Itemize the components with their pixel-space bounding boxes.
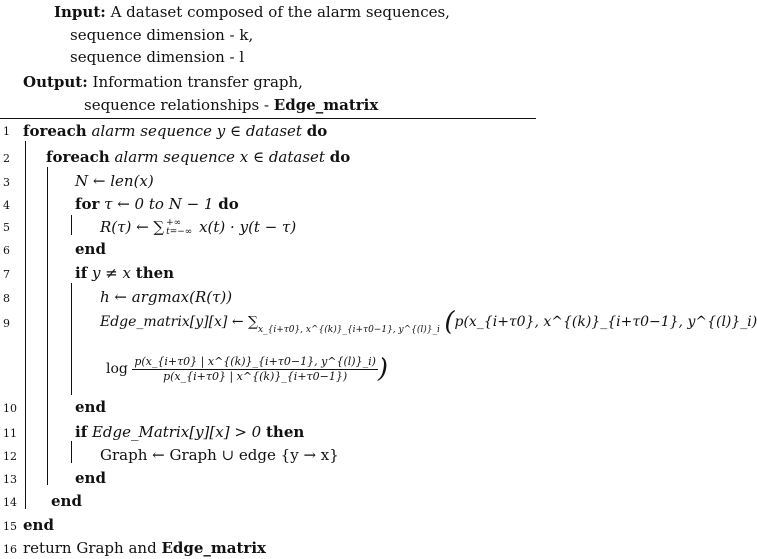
- close-paren: ): [377, 354, 389, 384]
- output-line-1: [23, 73, 303, 91]
- line-number: 6: [3, 244, 10, 257]
- return-edge-matrix: Edge_matrix: [161, 539, 266, 557]
- step-16: [23, 539, 266, 557]
- line-number: 14: [3, 496, 17, 509]
- line-number: 3: [3, 176, 10, 189]
- line-number: 4: [3, 199, 10, 212]
- keyword: do: [306, 122, 328, 140]
- output-text-1: Information transfer graph,: [92, 73, 303, 91]
- output-line-2: [84, 96, 378, 114]
- sum-limits: [166, 219, 192, 237]
- step-9: [100, 307, 757, 339]
- indent-bar-if2: [71, 441, 72, 463]
- line-number: 2: [3, 152, 10, 165]
- indent-bar-l1: [25, 141, 26, 509]
- sum-lower: t=−∞: [166, 227, 193, 237]
- step-2: [46, 148, 350, 166]
- input-line-1: [54, 3, 450, 21]
- input-line-2: sequence dimension - k,: [70, 26, 254, 44]
- step-text: alarm sequence x ∈ dataset: [114, 148, 325, 166]
- keyword: foreach: [46, 148, 110, 166]
- keyword: then: [135, 264, 175, 282]
- line-number: 13: [3, 473, 17, 486]
- step-6: end: [75, 240, 106, 258]
- line-number: 8: [3, 292, 10, 305]
- output-text-2: sequence relationships -: [84, 96, 274, 114]
- step-text: Edge_Matrix[y][x] > 0: [91, 423, 262, 441]
- step-11: [75, 423, 304, 441]
- formula-lhs: R(τ) ← ∑: [100, 218, 165, 236]
- formula-lhs: Edge_matrix[y][x] ← ∑: [100, 314, 259, 330]
- line-number: 10: [3, 402, 17, 415]
- fraction: [132, 355, 378, 384]
- step-14: end: [51, 492, 82, 510]
- step-4: [75, 195, 239, 213]
- line-number: 9: [3, 317, 10, 330]
- line-number: 15: [3, 520, 17, 533]
- step-12: Graph ← Graph ∪ edge {y → x}: [100, 446, 339, 464]
- input-label: Input:: [54, 3, 106, 21]
- step-text: τ ← 0 to N − 1: [104, 195, 214, 213]
- sum-upper: +∞: [166, 218, 182, 228]
- output-label: Output:: [23, 73, 88, 91]
- step-text: y ≠ x: [91, 264, 131, 282]
- keyword: do: [218, 195, 239, 213]
- step-13: end: [75, 469, 106, 487]
- output-edge-matrix: Edge_matrix: [273, 96, 379, 114]
- line-number: 7: [3, 268, 10, 281]
- fraction-numerator: p(x_{i+τ0} | x^{(k)}_{i+τ0−1}, y^{(l)}_i): [134, 354, 376, 368]
- indent-bar-if1: [71, 283, 72, 395]
- line-number: 12: [3, 450, 17, 463]
- open-paren: (: [444, 307, 455, 337]
- line-number: 16: [3, 543, 17, 556]
- line-number: 5: [3, 221, 10, 234]
- step-1: [23, 122, 327, 140]
- keyword: then: [266, 423, 305, 441]
- step-10: end: [75, 398, 106, 416]
- indent-bar-l2: [47, 167, 48, 485]
- keyword: if: [75, 264, 88, 282]
- keyword: if: [75, 423, 88, 441]
- keyword: for: [75, 195, 100, 213]
- step-15: end: [23, 516, 54, 534]
- step-text: alarm sequence y ∈ dataset: [91, 122, 302, 140]
- keyword: do: [329, 148, 351, 166]
- step-5: [100, 218, 296, 237]
- return-text: return Graph and: [23, 539, 162, 557]
- step-9-cont: [106, 349, 388, 389]
- step-7: [75, 264, 174, 282]
- fraction-denominator: p(x_{i+τ0} | x^{(k)}_{i+τ0−1}): [163, 369, 348, 383]
- sum-subscript: x_{i+τ0}, x^{(k)}_{i+τ0−1}, y^{(l)}_i: [258, 325, 440, 335]
- log-fn: log: [106, 361, 128, 377]
- step-3: N ← len(x): [75, 172, 154, 190]
- line-number: 11: [3, 427, 17, 440]
- formula-rhs: p(x_{i+τ0}, x^{(k)}_{i+τ0−1}, y^{(l)}_i): [454, 314, 757, 330]
- formula-rhs: x(t) · y(t − τ): [199, 218, 297, 236]
- input-text-1: A dataset composed of the alarm sequences,: [110, 3, 450, 21]
- keyword: foreach: [23, 122, 87, 140]
- indent-bar-for: [71, 215, 72, 235]
- header-rule: [0, 118, 536, 119]
- input-line-3: sequence dimension - l: [70, 48, 245, 66]
- line-number: 1: [3, 125, 10, 138]
- step-8: h ← argmax(R(τ)): [100, 288, 233, 306]
